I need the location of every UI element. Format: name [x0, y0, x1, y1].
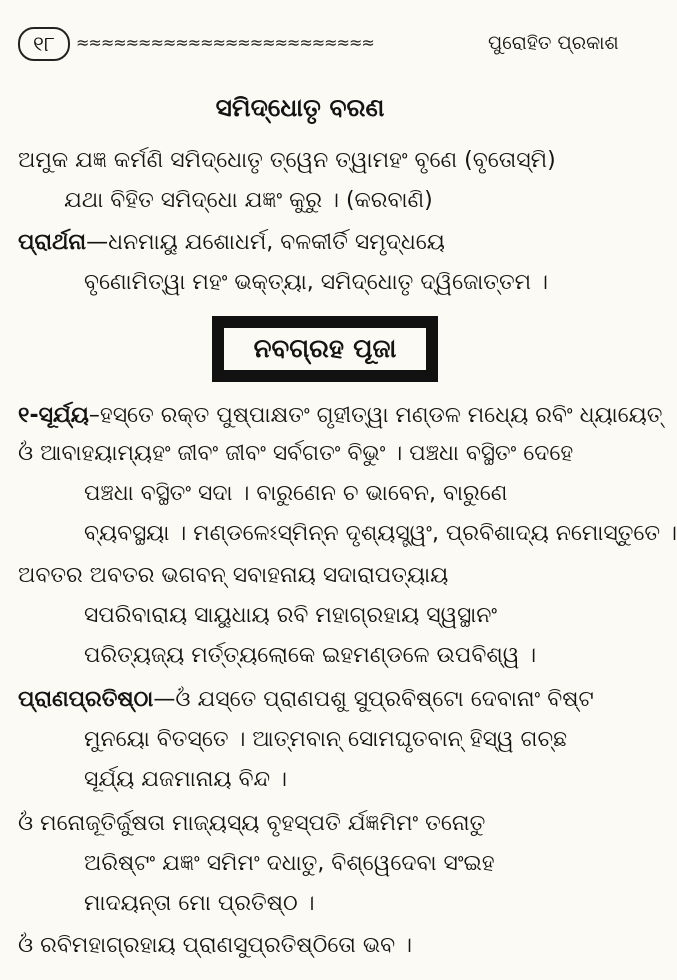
text-line: ମାଦୟନ୍ତା ମୋ ପ୍ରତିଷ୍ଠ ।: [84, 891, 315, 916]
prayer-line: [18, 225, 600, 261]
surya-line: [18, 398, 663, 434]
text-line: –ହସ୍ତେ ରକ୍ତ ପୁଷ୍ପାକ୍ଷତଂ ଗୃହୀତ୍ୱା ମଣ୍ଡଳ ମଧ୍ୟେ ରବିଂ ଧ୍ୟାୟେତ୍: [88, 403, 663, 428]
text-line: ପରିତ୍ୟଜ୍ୟ ମର୍ତ୍ତ୍ୟଲୋକେ ଇହମଣ୍ଡଳେ ଉପବିଶ୍ୱ ।: [84, 643, 537, 668]
text-line: ସପରିବାରାୟ ସାୟୁଧାୟ ରବି ମହାଗ୍ରହାୟ ସ୍ୱସ୍ଥାନଂ: [84, 603, 498, 628]
text-line: ଓଁ ରବିମହାଗ୍ରହାୟ ପ୍ରାଣସୁପ୍ରତିଷ୍ଠିତୋ ଭବ ।: [18, 933, 413, 958]
page-header: [18, 27, 619, 63]
text-line: ମୁନୟୋ ବିତସ୍ତେ । ଆତ୍ମବାନ୍ ସୋମଘୃତବାନ୍ ହିସ୍ୱ ଗଚ୍ଛ: [84, 727, 568, 752]
text-line: ଅମୁକ ଯଜ୍ଞ କର୍ମଣି ସମିଦ୍ଧୋତୃ ତ୍ୱେନ ତ୍ୱାମହଂ ବୃଣେ (ବୃତୋସ୍ମି): [18, 148, 556, 173]
prayer-label: ପ୍ରାର୍ଥନା: [18, 230, 87, 255]
decorative-rule: ≈≈≈≈≈≈≈≈≈≈≈≈≈≈≈≈≈≈≈≈≈≈≈≈: [76, 33, 374, 52]
page-number: ୧୮: [18, 27, 70, 61]
text-line: ଓଁ ମନୋଜୂତିର୍ଜୁଷତା ମାଜ୍ୟସ୍ୟ ବୃହସ୍ପତି ର୍ଯଜ୍ଞମିମଂ ତନୋତୁ: [18, 811, 486, 836]
pratistha-label: ପ୍ରାଣପ୍ରତିଷ୍ଠା: [18, 687, 154, 712]
section-title-samiddhotr: ସମିଦ୍ଧୋତୃ ବରଣ: [215, 93, 385, 122]
pratistha-line: [18, 682, 600, 718]
text-line: ଅବତର ଅବତର ଭଗବନ୍ ସବାହନାୟ ସଦାରାପତ୍ୟାୟ: [18, 563, 449, 588]
section-title-box: [212, 316, 438, 382]
prayer-text: —ଧନମାୟୁ ଯଶୋଧର୍ମ, ବଳକୀର୍ତି ସମୃଦ୍ଧୟେ: [86, 230, 445, 255]
text-line: —ଓଁ ଯସ୍ତେ ପ୍ରାଣପଶୁ ସୁପ୍ରବିଷ୍ଟୋ ଦେବାନାଂ ବିଷ୍ଟ: [153, 687, 594, 712]
text-line: ବ୍ୟବସ୍ଥୟା । ମଣ୍ଡଳେଽସ୍ମିନ୍ନ ଦୃଶ୍ୟସ୍ତ୍ୱଂ, ପ୍ରବିଶାଦ୍ୟ ନମୋସ୍ତୁତେ ।: [84, 521, 677, 546]
text-line: ଯଥା ବିହିତ ସମିଦ୍ଧୋ ଯଜ୍ଞଂ କୁରୁ । (କରବାଣି): [64, 188, 433, 213]
text-line: ବୃଣୋମିତ୍ୱା ମହଂ ଭକ୍ତ୍ୟା, ସମିଦ୍ଧୋତୃ ଦ୍ୱିଜୋତ୍ତମ ।: [84, 270, 549, 295]
text-line: ପଞ୍ଚଧା ବସ୍ଥିତଂ ସଦା । ବାରୁଣେନ ଚ ଭାବେନ, ବାରୁଣେ: [84, 481, 508, 506]
running-title: ପୁରୋହିତ ପ୍ରକାଶ: [488, 32, 619, 54]
text-line: ସୂର୍ଯ୍ୟ ଯଜମାନାୟ ବିନ୍ଦ ।: [84, 767, 288, 792]
text-line: ଅରିଷ୍ଟଂ ଯଜ୍ଞଂ ସମିମଂ ଦଧାତୁ, ବିଶ୍ୱେଦେବା ସଂଇହ: [84, 851, 495, 876]
text-line: ଓଁ ଆବାହୟାମ୍ୟହଂ ଜୀବଂ ଜୀବଂ ସର୍ବଗତଂ ବିଭୁଂ । ପଞ୍ଚଧା ବସ୍ଥିତଂ ଦେହେ: [18, 441, 574, 466]
surya-label: ୧-ସୂର୍ଯ୍ୟ: [18, 403, 89, 428]
section-title-navagraha: ନବଗ୍ରହ ପୂଜା: [222, 326, 428, 372]
